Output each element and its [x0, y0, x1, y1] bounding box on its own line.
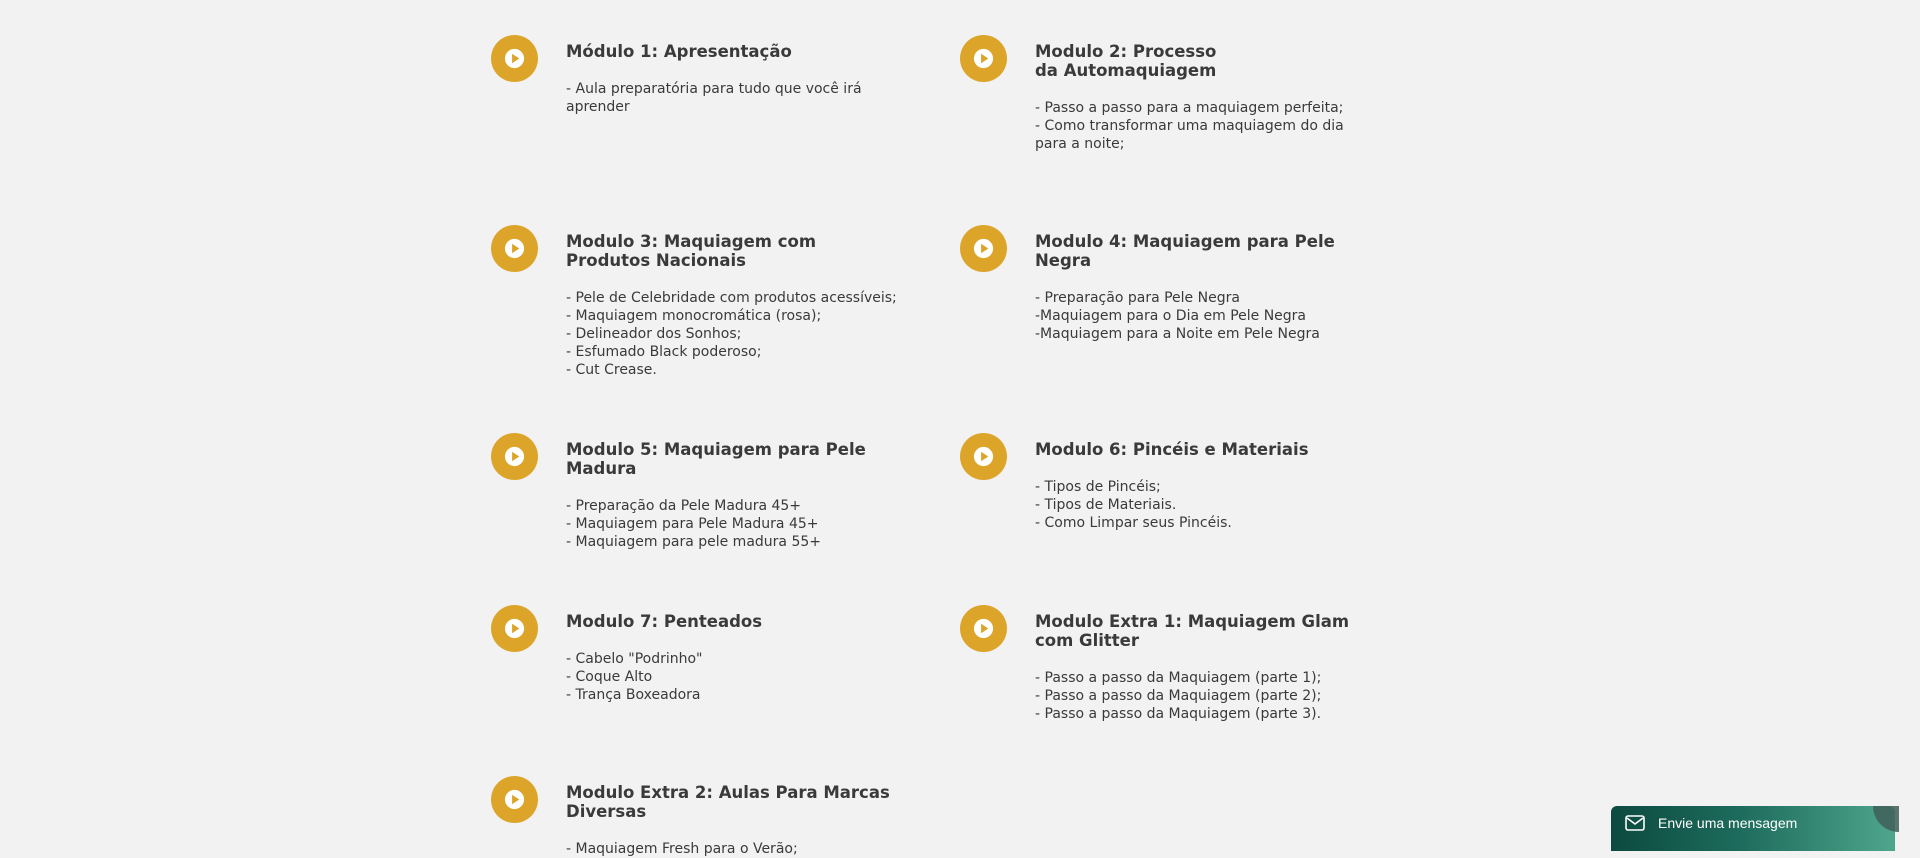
lesson-item: - Coque Alto [566, 669, 653, 685]
play-icon[interactable] [491, 433, 538, 480]
chat-corner-decoration [1873, 806, 1899, 832]
module-title: Modulo Extra 1: Maquiagem Glam com Glitter [1035, 612, 1350, 650]
lesson-item: - Cabelo "Podrinho" [566, 651, 703, 667]
module-title: Modulo 6: Pincéis e Materiais [1035, 440, 1309, 459]
module-lessons [566, 840, 906, 858]
module-title: Modulo Extra 2: Aulas Para Marcas Diversas [566, 783, 890, 821]
module-lessons [1035, 669, 1375, 723]
lesson-item: - Passo a passo para a maquiagem perfeita; [1035, 100, 1344, 116]
mail-icon [1625, 815, 1645, 831]
module-lessons [1035, 478, 1375, 532]
module-title: Modulo 3: Maquiagem com Produtos Nacionais [566, 232, 817, 270]
lesson-item: - Passo a passo da Maquiagem (parte 1); [1035, 670, 1322, 686]
play-icon[interactable] [960, 433, 1007, 480]
module-title: Modulo 7: Penteados [566, 612, 763, 631]
play-icon[interactable] [960, 605, 1007, 652]
lesson-item: - Maquiagem monocromática (rosa); [566, 308, 822, 324]
lesson-item: - Preparação da Pele Madura 45+ [566, 498, 802, 514]
lesson-item: - Maquiagem para pele madura 55+ [566, 534, 821, 550]
lesson-item: aprender [566, 99, 630, 115]
module-lessons [1035, 289, 1375, 343]
module-lessons [566, 289, 906, 379]
lesson-item: - Aula preparatória para tudo que você irá [566, 81, 862, 97]
module-lessons [566, 650, 906, 704]
lesson-item: - Maquiagem Fresh para o Verão; [566, 841, 798, 857]
lesson-item: - Como transformar uma maquiagem do dia [1035, 118, 1344, 134]
module-title: Modulo 5: Maquiagem para Pele Madura [566, 440, 866, 478]
lesson-item: - Tipos de Pincéis; [1035, 479, 1161, 495]
module-title: Modulo 4: Maquiagem para Pele Negra [1035, 232, 1335, 270]
module-title: Modulo 2: Processo da Automaquiagem [1035, 42, 1217, 80]
play-icon[interactable] [491, 35, 538, 82]
lesson-item: - Delineador dos Sonhos; [566, 326, 742, 342]
lesson-item: - Preparação para Pele Negra [1035, 290, 1240, 306]
lesson-item: - Passo a passo da Maquiagem (parte 3). [1035, 706, 1322, 722]
lesson-item: - Cut Crease. [566, 362, 657, 378]
lesson-item: - Passo a passo da Maquiagem (parte 2); [1035, 688, 1322, 704]
chat-label: Envie uma mensagem [1658, 815, 1798, 831]
play-icon[interactable] [491, 776, 538, 823]
lesson-item: para a noite; [1035, 136, 1125, 152]
lesson-item: - Como Limpar seus Pincéis. [1035, 515, 1232, 531]
module-title: Módulo 1: Apresentação [566, 42, 792, 61]
play-icon[interactable] [491, 225, 538, 272]
lesson-item: - Pele de Celebridade com produtos acessíveis; [566, 290, 897, 306]
lesson-item: -Maquiagem para o Dia em Pele Negra [1035, 308, 1307, 324]
lesson-item: - Trança Boxeadora [566, 687, 701, 703]
module-lessons [1035, 99, 1375, 153]
play-icon[interactable] [960, 225, 1007, 272]
play-icon[interactable] [960, 35, 1007, 82]
play-icon[interactable] [491, 605, 538, 652]
module-lessons [566, 80, 906, 116]
module-lessons [566, 497, 906, 551]
lesson-item: - Tipos de Materiais. [1035, 497, 1177, 513]
lesson-item: - Maquiagem para Pele Madura 45+ [566, 516, 819, 532]
lesson-item: -Maquiagem para a Noite em Pele Negra [1035, 326, 1320, 342]
send-message-widget[interactable] [1611, 806, 1895, 851]
lesson-item: - Esfumado Black poderoso; [566, 344, 762, 360]
